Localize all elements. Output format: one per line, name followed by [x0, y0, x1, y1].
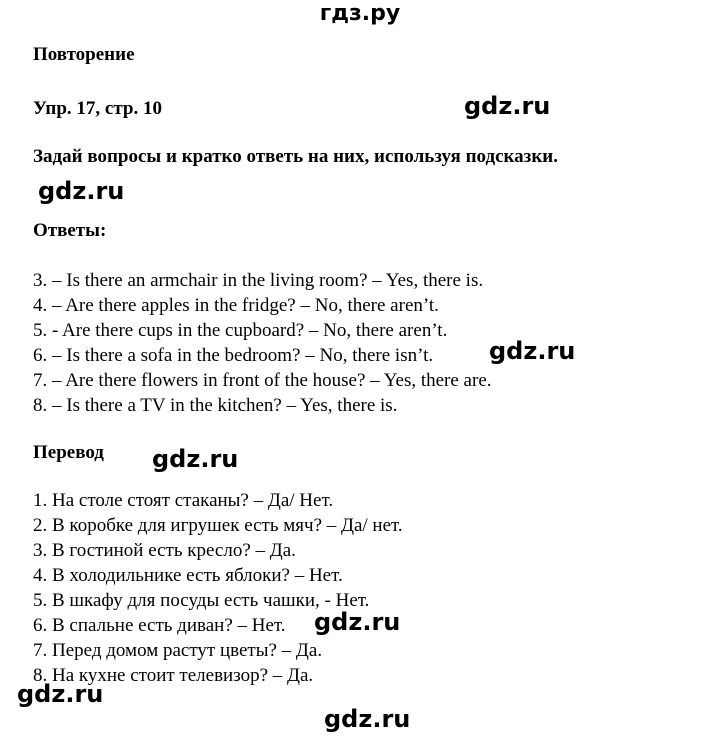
translation-line: 6. В спальне есть диван? – Нет. — [33, 615, 286, 636]
site-header: гдз.ру — [319, 1, 401, 26]
section-repetition-title: Повторение — [33, 44, 135, 65]
watermark: gdz.ru — [38, 177, 125, 205]
translation-line: 5. В шкафу для посуды есть чашки, - Нет. — [33, 590, 370, 611]
exercise-number: Упр. 17, стр. 10 — [33, 98, 162, 119]
watermark: gdz.ru — [152, 445, 239, 473]
translation-line: 2. В коробке для игрушек есть мяч? – Да/ нет. — [33, 515, 403, 536]
watermark: gdz.ru — [314, 608, 401, 636]
translation-line: 4. В холодильнике есть яблоки? – Нет. — [33, 565, 343, 586]
translation-title: Перевод — [33, 442, 104, 463]
answer-line: 6. – Is there a sofa in the bedroom? – No, there isn’t. — [33, 345, 434, 366]
answer-line: 4. – Are there apples in the fridge? – No, there aren’t. — [33, 295, 439, 316]
translation-line: 3. В гостиной есть кресло? – Да. — [33, 540, 296, 561]
translation-line: 8. На кухне стоит телевизор? – Да. — [33, 665, 314, 686]
watermark: gdz.ru — [464, 92, 551, 120]
watermark: gdz.ru — [324, 705, 411, 733]
answer-line: 8. – Is there a TV in the kitchen? – Yes, there is. — [33, 395, 398, 416]
answer-line: 3. – Is there an armchair in the living room? – Yes, there is. — [33, 270, 484, 291]
translation-line: 1. На столе стоят стаканы? – Да/ Нет. — [33, 490, 334, 511]
answer-line: 7. – Are there flowers in front of the house? – Yes, there are. — [33, 370, 492, 391]
answer-line: 5. - Are there cups in the cupboard? – No, there aren’t. — [33, 320, 448, 341]
watermark: gdz.ru — [489, 337, 576, 365]
translation-line: 7. Перед домом растут цветы? – Да. — [33, 640, 323, 661]
watermark: gdz.ru — [17, 680, 104, 708]
task-text: Задай вопросы и кратко ответь на них, используя подсказки. — [33, 146, 558, 167]
answers-title: Ответы: — [33, 220, 107, 241]
